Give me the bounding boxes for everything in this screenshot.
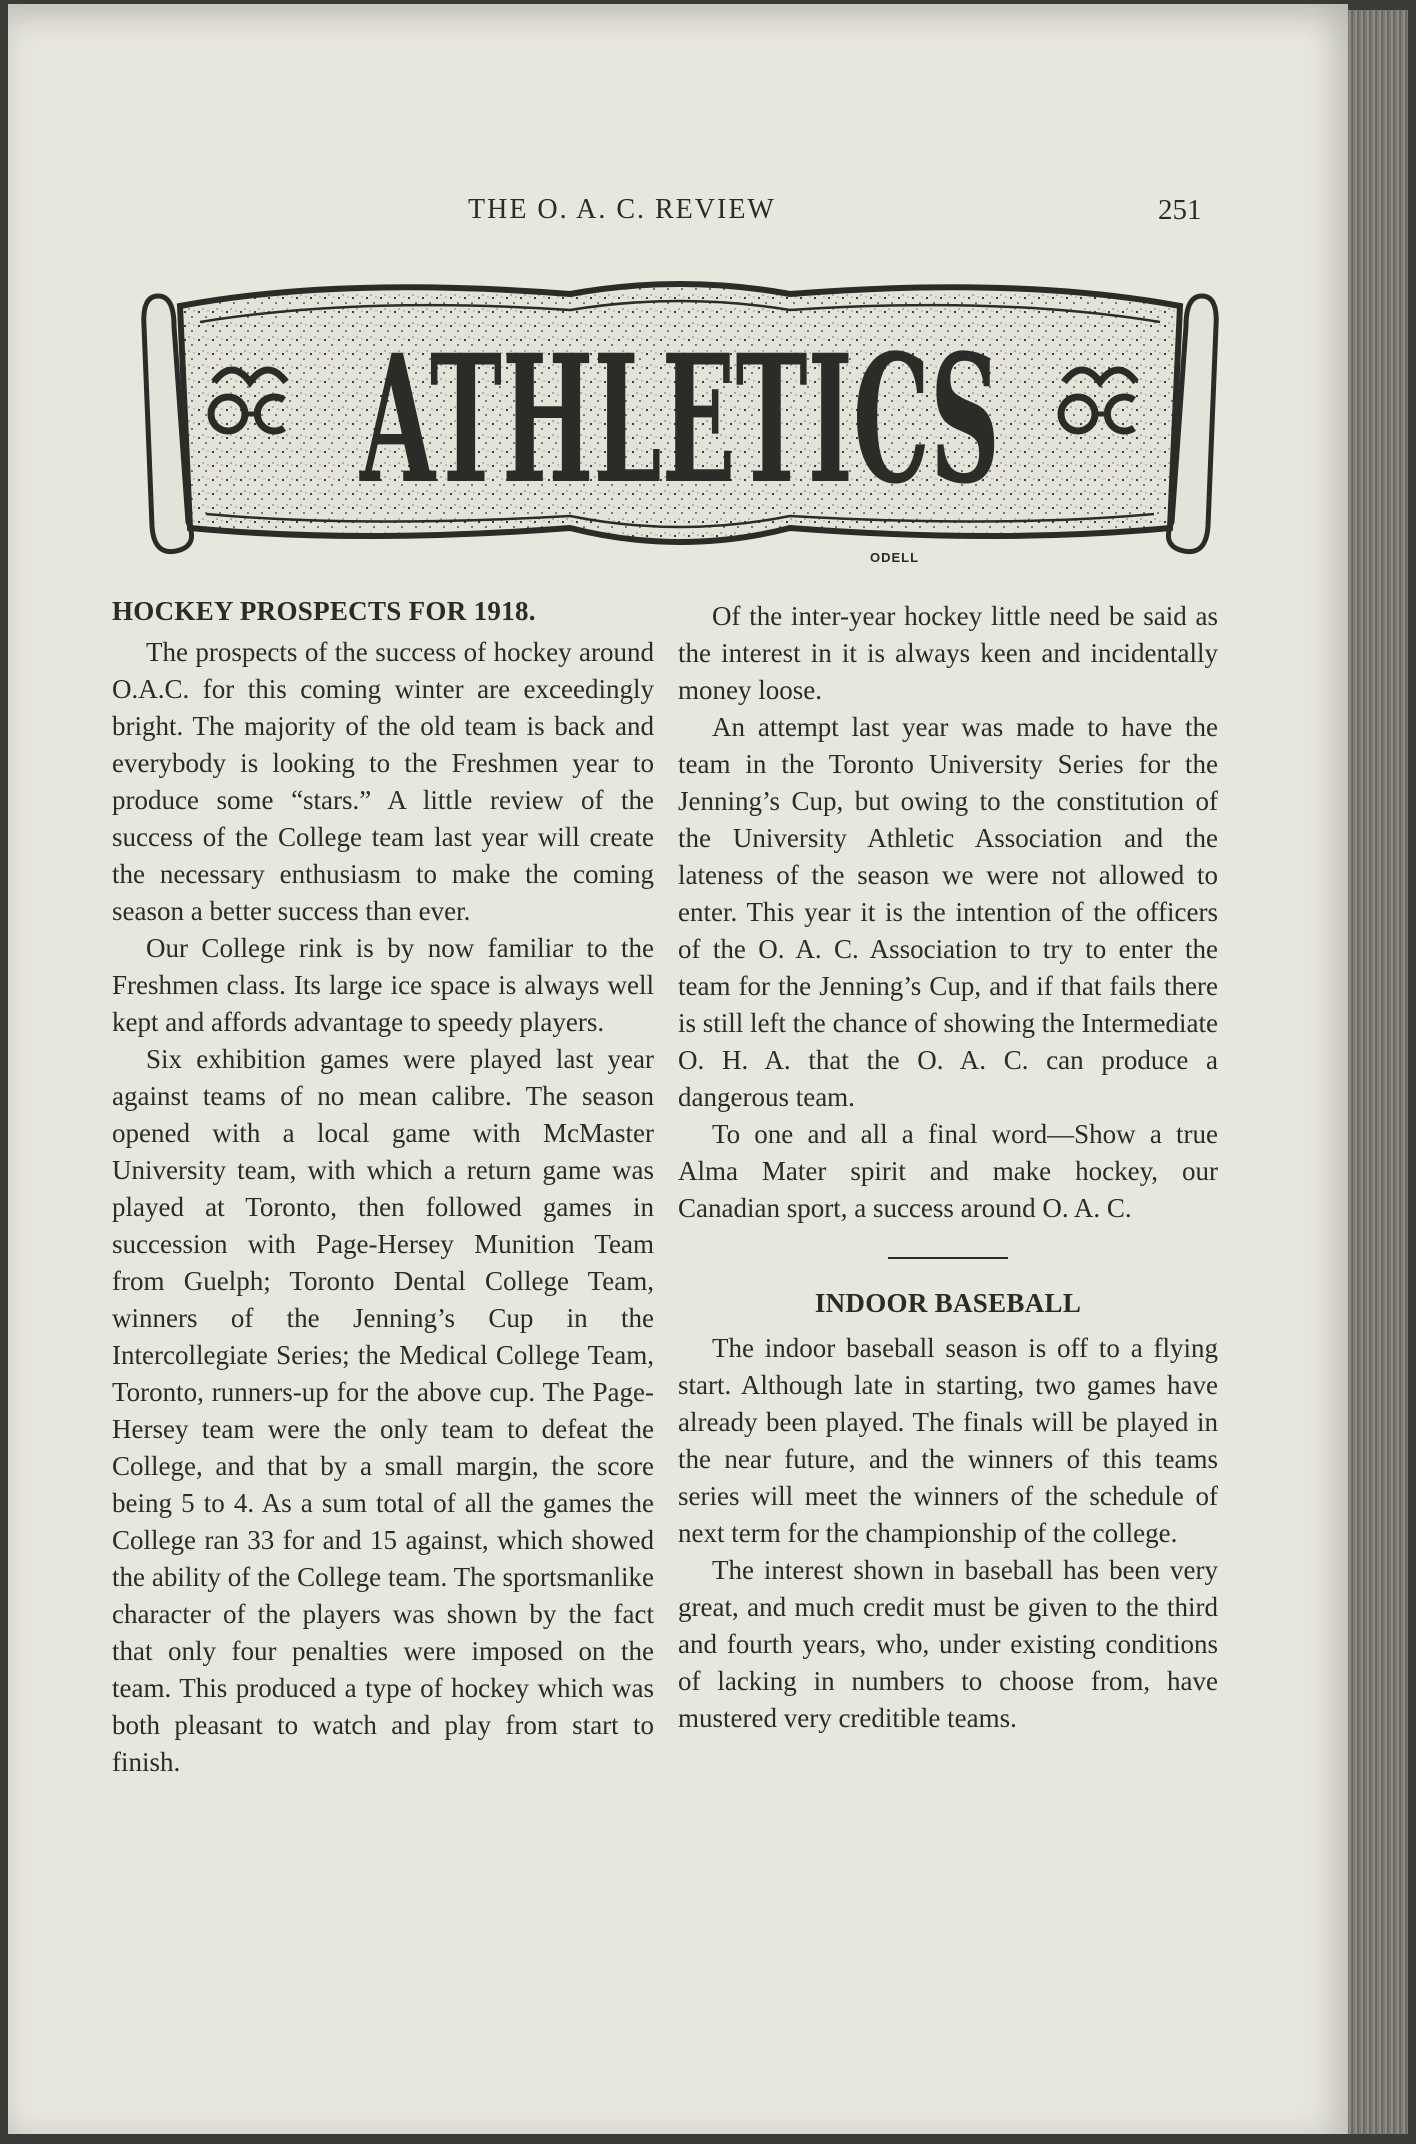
running-head (8, 194, 1348, 234)
hockey-paragraph: Of the inter-year hockey little need be said as the interest in it is always keen and incidentally money loose. (678, 601, 1218, 705)
banner-title: ATHLETICS (358, 316, 1000, 523)
column-right (678, 598, 1218, 1737)
book-page-edges (1348, 10, 1408, 2134)
page-number: 251 (1158, 194, 1202, 226)
column-left (112, 593, 654, 1781)
hockey-paragraph: Our College rink is by now familiar to the Freshmen class. Its large ice space is always well kept and affords advantage to speedy players. (112, 933, 654, 1037)
section-divider (888, 1257, 1008, 1259)
hockey-heading: HOCKEY PROSPECTS FOR 1918. (112, 596, 536, 626)
illustrator-signature: ODELL (870, 550, 920, 565)
hockey-paragraph: Six exhibition games were played last year against teams of no mean calibre. The season opened with a local game with McMaster University team, with which a return game was played at Toronto, then followed games in succession with Page-Hersey Munition Team from Guelph; Toronto Dental College Team, winners of the Jenning’s Cup in the Intercollegiate Series; the Medical College Team, Toronto, runners-up for the above cup. The Page-Hersey team were the only team to defeat the College, and that by a small margin, the score being 5 to 4. As a sum total of all the games the College ran 33 for and 15 against, which showed the ability of the College team. The sportsmanlike character of the players was shown by the fact that only four penalties were imposed on the team. This produced a type of hockey which was both pleasant to watch and play from start to finish. (112, 1044, 654, 1777)
hockey-paragraph: An attempt last year was made to have the team in the Toronto University Series for the Jenning’s Cup, but owing to the constitution of the University Athletic Association and the lateness of the season we were not allowed to enter. This year it is the intention of the officers of the O. A. C. Association to try to enter the team for the Jenning’s Cup, and if that fails there is still left the chance of showing the Intermediate O. H. A. that the O. A. C. can produce a dangerous team. (678, 712, 1218, 1112)
athletics-banner (140, 266, 1220, 566)
page (8, 4, 1348, 2134)
baseball-heading: INDOOR BASEBALL (814, 1288, 1082, 1318)
hockey-paragraph: To one and all a final word—Show a true Alma Mater spirit and make hockey, our Canadian sport, a success around O. A. C. (678, 1119, 1218, 1223)
running-title: THE O. A. C. REVIEW (468, 194, 776, 225)
hockey-paragraph: The prospects of the success of hockey around O.A.C. for this coming winter are exceedingly bright. The majority of the old team is back and everybody is looking to the Freshmen year to produce some “stars.” A little review of the success of the College team last year will create the necessary enthusiasm to make the coming season a better success than ever. (112, 637, 654, 926)
baseball-paragraph: The indoor baseball season is off to a flying start. Although late in starting, two games have already been played. The finals will be played in the near future, and the winners of this teams series will meet the winners of the schedule of next term for the championship of the college. (678, 1333, 1218, 1548)
baseball-paragraph: The interest shown in baseball has been very great, and much credit must be given to the third and fourth years, who, under existing conditions of lacking in numbers to choose from, have mustered very creditible teams. (678, 1555, 1218, 1733)
